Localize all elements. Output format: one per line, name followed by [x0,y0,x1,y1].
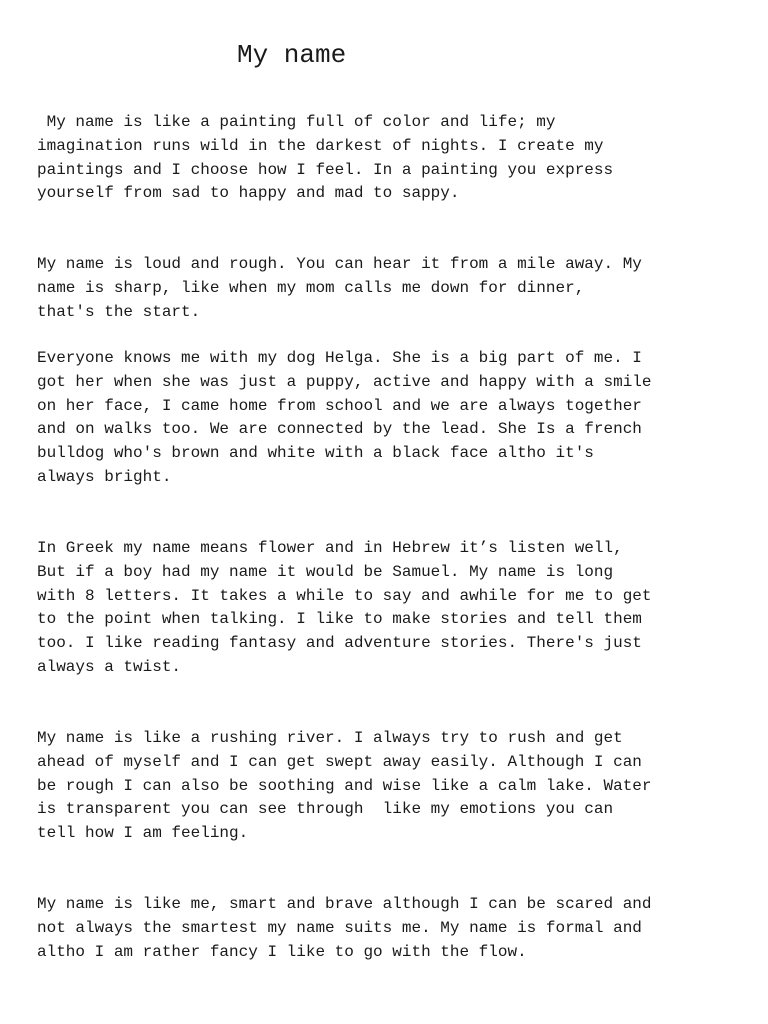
text-line: imagination runs wild in the darkest of nights. I create my [37,136,604,155]
text-line: name is sharp, like when my mom calls me down for dinner, [37,278,585,297]
text-line: My name is loud and rough. You can hear it from a mile away. My [37,255,642,273]
text-line: is transparent you can see through like my emotions you can [37,800,614,819]
text-line: My name is like me, smart and brave although I can be scared and [37,895,652,913]
text-line: ahead of myself and I can get swept away easily. Although I can [37,752,642,771]
text-line: on her face, I came home from school and we are always together [37,396,642,415]
text-line: too. I like reading fantasy and adventure stories. There's just [37,634,642,653]
text-line: with 8 letters. It takes a while to say and awhile for me to get [37,586,652,605]
paragraph-loud [37,253,737,324]
text-line: Everyone knows me with my dog Helga. She is a big part of me. I [37,349,642,367]
text-line: paintings and I choose how I feel. In a painting you express [37,160,614,179]
text-line: yourself from sad to happy and mad to sappy. [37,184,460,203]
text-line: and on walks too. We are connected by the lead. She Is a french [37,420,642,439]
text-line: not always the smartest my name suits me. My name is formal and [37,918,642,937]
text-line: to the point when talking. I like to make stories and tell them [37,610,642,629]
paragraph-river [37,727,737,846]
text-line: But if a boy had my name it would be Samuel. My name is long [37,562,614,581]
document-title: My name [237,40,347,70]
paragraph-dog [37,347,737,490]
paragraph-painting [37,111,737,206]
paragraph-meaning [37,537,737,680]
text-line: My name is like a rushing river. I always try to rush and get [37,729,623,747]
text-line: always bright. [37,467,172,486]
text-line: My name is like a painting full of color and life; my [37,113,556,131]
text-line: bulldog who's brown and white with a black face altho it's [37,444,594,463]
text-line: In Greek my name means flower and in Hebrew it’s listen well, [37,539,623,557]
text-line: be rough I can also be soothing and wise like a calm lake. Water [37,776,652,795]
text-line: always a twist. [37,657,182,676]
text-line: tell how I am feeling. [37,824,249,843]
text-line: got her when she was just a puppy, active and happy with a smile [37,372,652,391]
paragraph-like-me [37,893,737,964]
text-line: that's the start. [37,302,201,321]
text-line: altho I am rather fancy I like to go with the flow. [37,942,527,961]
